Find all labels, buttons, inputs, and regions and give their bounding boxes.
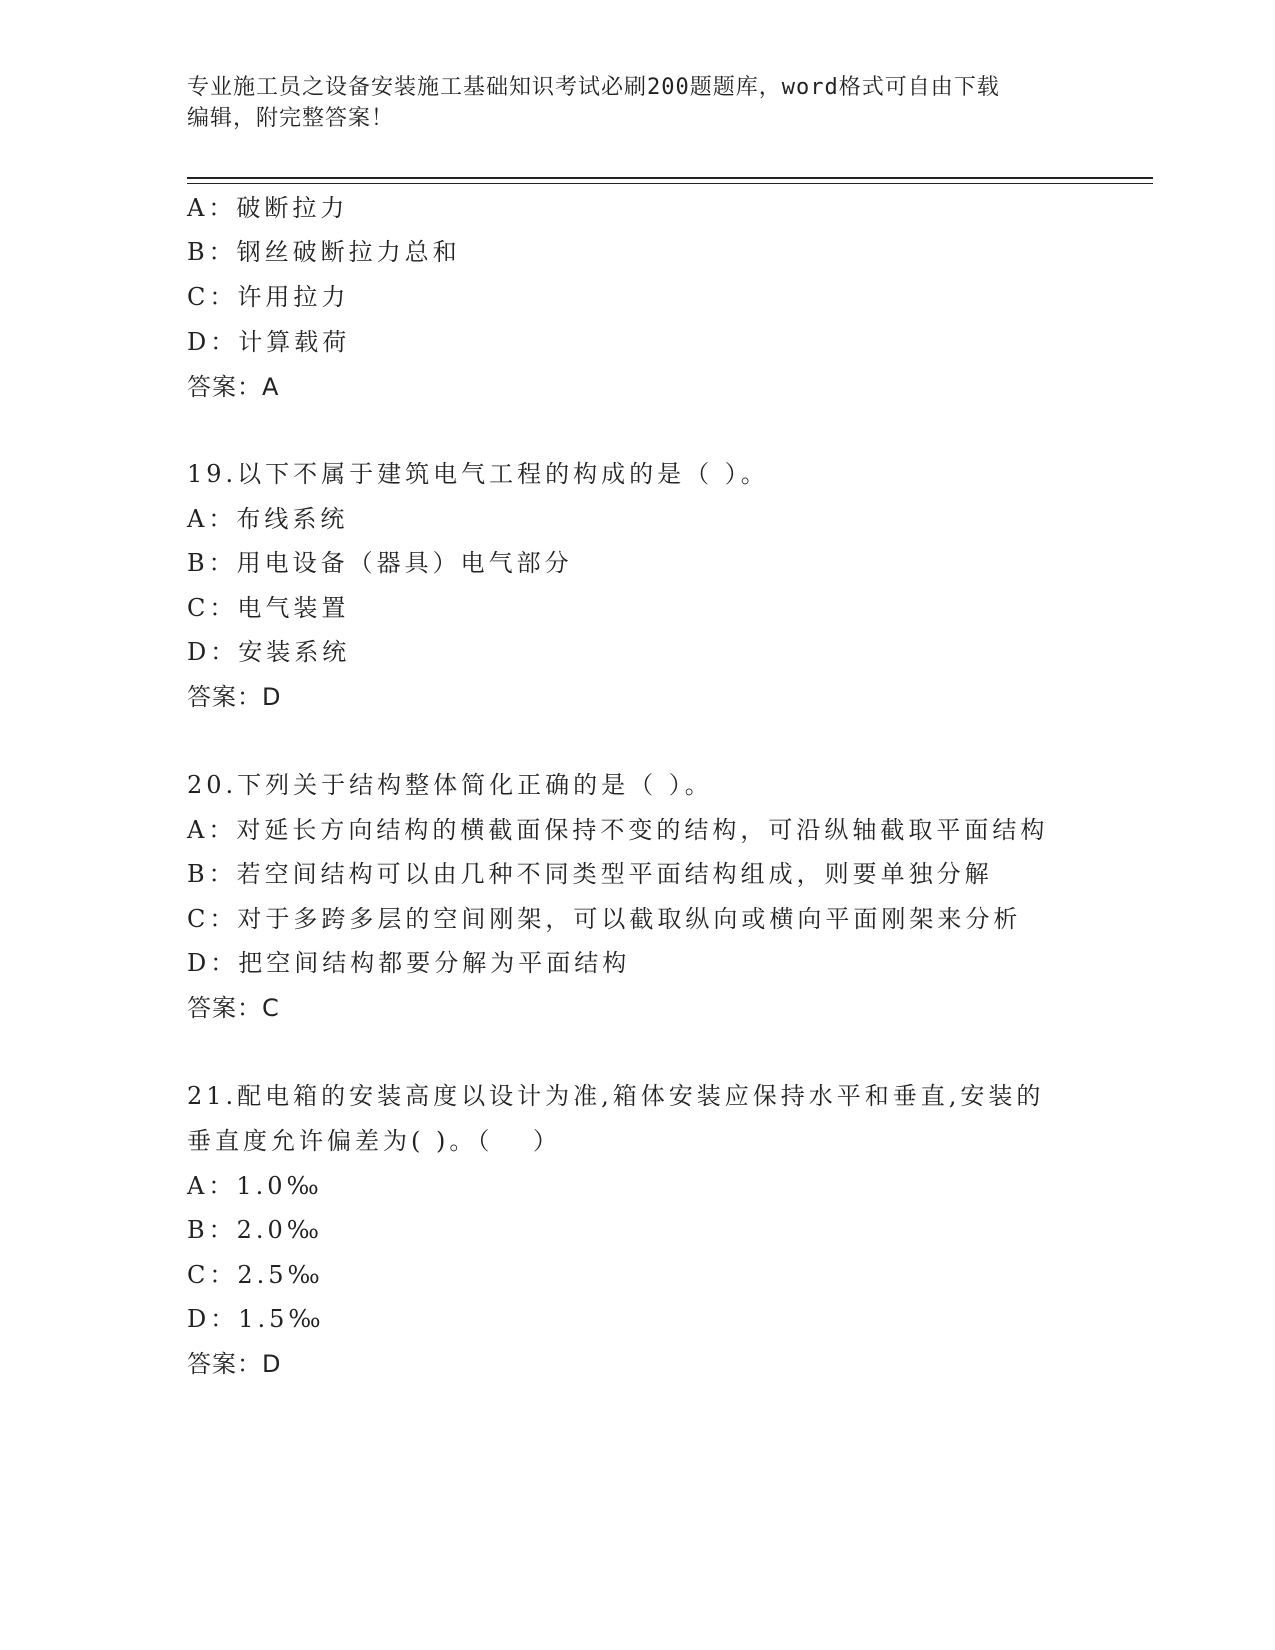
q18-option-c: C：许用拉力 [187,283,350,311]
q20-answer: 答案：C [187,994,280,1022]
q19-option-a: A：布线系统 [187,505,349,533]
document-header [187,72,1067,134]
q21-question-line-1: 21.配电箱的安装高度以设计为准,箱体安装应保持水平和垂直,安装的 [187,1082,1045,1110]
header-divider-thin [187,183,1153,184]
q21-option-d: D：1.5‰ [187,1305,325,1333]
q19-option-c: C：电气装置 [187,594,350,622]
q20-option-a: A：对延长方向结构的横截面保持不变的结构，可沿纵轴截取平面结构 [187,816,1049,844]
q18-option-d: D：计算载荷 [187,328,351,356]
q20-option-d: D：把空间结构都要分解为平面结构 [187,949,631,977]
q19-option-b: B：用电设备（器具）电气部分 [187,549,573,577]
q20-question: 20.下列关于结构整体简化正确的是（ ）。 [187,771,713,799]
q21-option-b: B：2.0‰ [187,1216,324,1244]
q20-option-b: B：若空间结构可以由几种不同类型平面结构组成，则要单独分解 [187,860,993,888]
q18-option-b: B：钢丝破断拉力总和 [187,238,461,266]
header-line-1: 专业施工员之设备安装施工基础知识考试必刷200题题库，word格式可自由下载 [187,75,1000,100]
q21-option-c: C：2.5‰ [187,1261,324,1289]
header-divider-thick [187,177,1153,179]
header-line-2: 编辑，附完整答案！ [187,106,395,131]
q18-answer: 答案：A [187,373,280,401]
q20-option-c: C：对于多跨多层的空间刚架，可以截取纵向或横向平面刚架来分析 [187,905,1022,933]
q21-option-a: A：1.0‰ [187,1172,323,1200]
q19-option-d: D：安装系统 [187,638,351,666]
q21-question-line-2: 垂直度允许偏差为( )。（ ） [187,1127,561,1155]
q18-option-a: A：破断拉力 [187,194,349,222]
q19-question: 19.以下不属于建筑电气工程的构成的是（ ）。 [187,460,769,488]
q19-answer: 答案：D [187,683,282,711]
q21-answer: 答案：D [187,1350,282,1378]
